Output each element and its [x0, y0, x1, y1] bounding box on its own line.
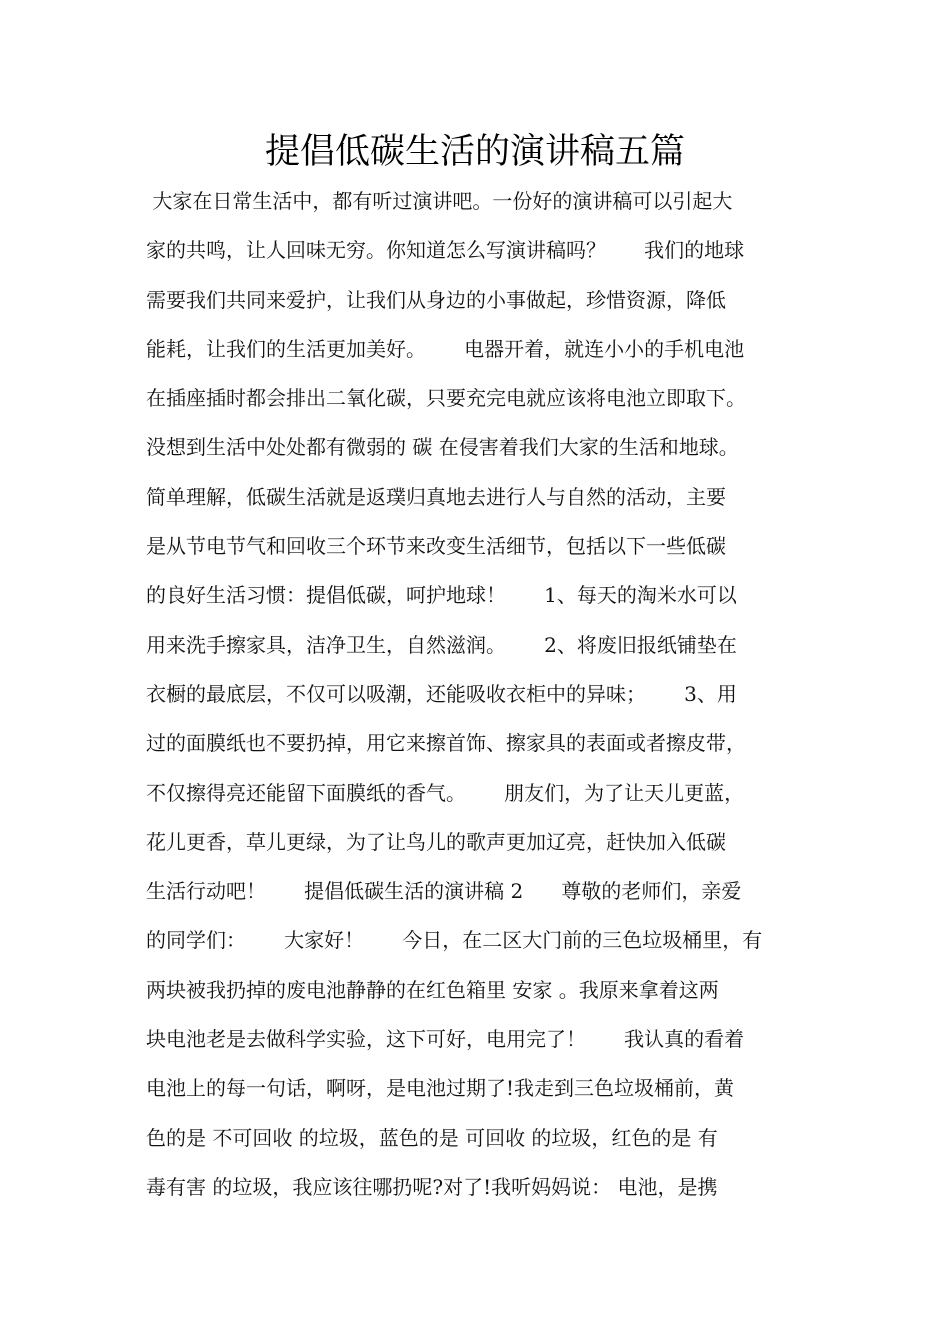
body-line: 能耗，让我们的生活更加美好。 电器开着，就连小小的手机电池: [146, 336, 745, 361]
body-line: 不仅擦得亮还能留下面膜纸的香气。 朋友们，为了让天儿更蓝，: [146, 780, 745, 805]
body-line: 家的共鸣，让人回味无穷。你知道怎么写演讲稿吗？ 我们的地球: [146, 238, 745, 263]
body-line: 块电池老是去做科学实验，这下可好，电用完了！ 我认真的看着: [146, 1027, 745, 1052]
body-line: 没想到生活中处处都有微弱的 碳 在侵害着我们大家的生活和地球。: [146, 435, 739, 460]
body-line: 电池上的每一句话，啊呀，是电池过期了!我走到三色垃圾桶前，黄: [146, 1076, 735, 1101]
document-body: [146, 177, 826, 1212]
body-line: 简单理解，低碳生活就是返璞归真地去进行人与自然的活动，主要: [146, 484, 726, 509]
body-line: 的同学们： 大家好！ 今日，在二区大门前的三色垃圾桶里，有: [146, 928, 763, 953]
body-line: 色的是 不可回收 的垃圾，蓝色的是 可回收 的垃圾，红色的是 有: [146, 1125, 718, 1150]
body-line: 的良好生活习惯：提倡低碳，呵护地球！ 1、每天的淘米水可以: [146, 583, 737, 608]
body-line: 过的面膜纸也不要扔掉，用它来擦首饰、擦家具的表面或者擦皮带，: [146, 731, 746, 756]
body-line: 毒有害 的垃圾，我应该往哪扔呢?对了!我听妈妈说： 电池，是携: [146, 1174, 718, 1199]
body-line: 需要我们共同来爱护，让我们从身边的小事做起，珍惜资源，降低: [146, 287, 726, 312]
body-line: 用来洗手擦家具，洁净卫生，自然滋润。 2、将废旧报纸铺垫在: [146, 632, 737, 657]
document-title: 提倡低碳生活的演讲稿五篇: [264, 132, 685, 172]
body-line: 花儿更香，草儿更绿，为了让鸟儿的歌声更加辽亮，赶快加入低碳: [146, 829, 726, 854]
body-line: 是从节电节气和回收三个环节来改变生活细节，包括以下一些低碳: [146, 534, 726, 559]
body-line: 在插座插时都会排出二氧化碳，只要充完电就应该将电池立即取下。: [146, 386, 746, 411]
body-line: 衣橱的最底层，不仅可以吸潮，还能吸收衣柜中的异味； 3、用: [146, 681, 737, 706]
body-line: 两块被我扔掉的废电池静静的在红色箱里 安家 。我原来拿着这两: [146, 977, 719, 1002]
body-line: 大家在日常生活中，都有听过演讲吧。一份好的演讲稿可以引起大: [146, 189, 733, 213]
body-line: 生活行动吧！ 提倡低碳生活的演讲稿 2 尊敬的老师们，亲爱: [146, 879, 742, 904]
